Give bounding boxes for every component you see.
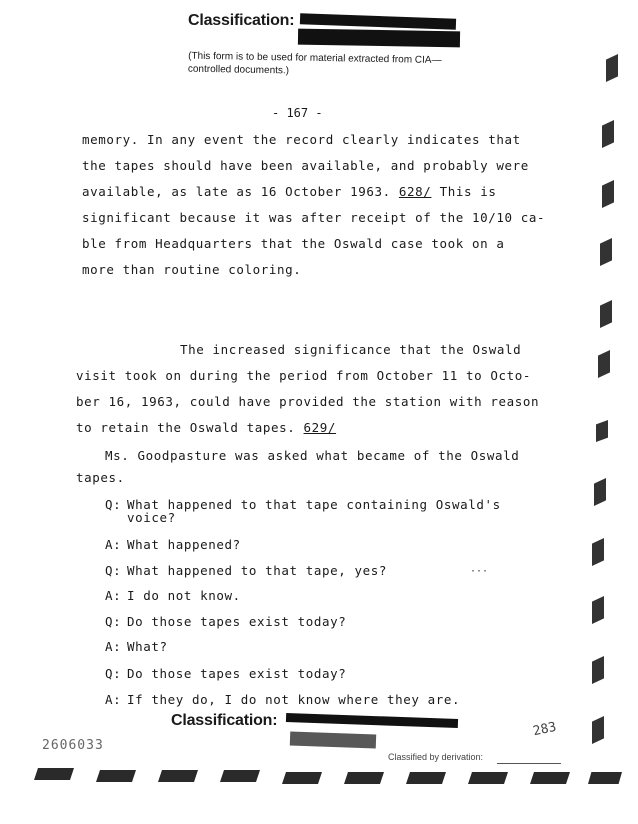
- edge-mark: [592, 538, 604, 566]
- edge-mark: [592, 656, 604, 684]
- paragraph2-line-4-text: to retain the Oswald tapes.: [76, 420, 296, 435]
- qa-text-3: What happened to that tape, yes?: [127, 563, 388, 578]
- footer-classification-redaction: [286, 713, 458, 728]
- paragraph1-line-3-text: available, as late as 16 October 1963.: [82, 184, 391, 199]
- derivation-line: [497, 763, 561, 764]
- edge-mark: [592, 596, 604, 624]
- derivation-label: Classified by derivation:: [388, 752, 484, 762]
- paragraph2-line-2: visit took on during the period from October 11 to Octo-: [76, 368, 532, 383]
- qa-prefix-4: A:: [105, 588, 122, 603]
- header-classification-redaction: [300, 13, 456, 29]
- paragraph1-line-3-tail: This is: [439, 184, 497, 199]
- bottom-mark: [406, 772, 446, 784]
- bottom-mark: [282, 772, 322, 784]
- edge-mark: [594, 478, 606, 506]
- paragraph1-line-2: the tapes should have been available, and probably were: [82, 158, 529, 173]
- qa-text-8: If they do, I do not know where they are.: [127, 692, 461, 707]
- edge-mark: [592, 716, 604, 744]
- bottom-mark: [344, 772, 384, 784]
- bottom-mark: [530, 772, 570, 784]
- qa-text-7: Do those tapes exist today?: [127, 666, 347, 681]
- paragraph1-line-5: ble from Headquarters that the Oswald case took on a: [82, 236, 505, 251]
- page-number: - 167 -: [272, 106, 323, 120]
- qa-prefix-3: Q:: [105, 563, 122, 578]
- edge-mark: [598, 350, 610, 378]
- bottom-mark: [220, 770, 260, 782]
- bottom-mark: [96, 770, 136, 782]
- bottom-mark: [158, 770, 198, 782]
- paragraph1-line-4: significant because it was after receipt of the 10/10 ca-: [82, 210, 546, 225]
- qa-prefix-1: Q:: [105, 497, 122, 512]
- bottom-mark: [588, 772, 622, 784]
- paragraph2-line-4: [76, 420, 336, 435]
- qa-prefix-8: A:: [105, 692, 122, 707]
- paragraph1-line-3: [82, 184, 496, 199]
- qa-text-5: Do those tapes exist today?: [127, 614, 347, 629]
- qa-text-6: What?: [127, 639, 168, 654]
- qa-prefix-2: A:: [105, 537, 122, 552]
- footer-classification-label: Classification:: [171, 712, 278, 729]
- header-classification-redaction-2: [298, 29, 460, 48]
- qa-prefix-6: A:: [105, 639, 122, 654]
- paragraph2-line-1: The increased significance that the Oswald: [180, 342, 522, 357]
- paragraph2-line-3: ber 16, 1963, could have provided the station with reason: [76, 394, 540, 409]
- paragraph1-line-1: memory. In any event the record clearly indicates that: [82, 132, 521, 147]
- edge-mark: [602, 180, 614, 208]
- qa-prefix-7: Q:: [105, 666, 122, 681]
- qa-text-4: I do not know.: [127, 588, 241, 603]
- edge-mark: [602, 120, 614, 148]
- stamp-number: 2606033: [42, 738, 104, 753]
- handwritten-number: 283: [531, 719, 558, 740]
- form-note: (This form is to be used for material extracted from CIA—controlled documents.): [187, 50, 442, 77]
- edge-mark: [596, 420, 608, 442]
- edge-mark: [600, 300, 612, 328]
- qa-prefix-5: Q:: [105, 614, 122, 629]
- bottom-mark: [468, 772, 508, 784]
- bottom-mark: [34, 768, 74, 780]
- qa-text-1b: voice?: [127, 510, 176, 525]
- edge-mark: [600, 238, 612, 266]
- paragraph1-line-6: more than routine coloring.: [82, 262, 302, 277]
- scan-dots: ···: [470, 566, 489, 577]
- header-classification-label: Classification:: [188, 12, 295, 29]
- footer-classification-redaction-2: [290, 732, 376, 749]
- edge-mark: [606, 54, 618, 82]
- paragraph3-line-1: Ms. Goodpasture was asked what became of the Oswald: [105, 448, 520, 463]
- footnote-ref-629: 629/: [303, 420, 337, 435]
- qa-text-2: What happened?: [127, 537, 241, 552]
- footnote-ref-628: 628/: [398, 184, 432, 199]
- paragraph3-line-2: tapes.: [76, 470, 125, 485]
- qa-text-1a: What happened to that tape containing Oswald's: [127, 497, 501, 512]
